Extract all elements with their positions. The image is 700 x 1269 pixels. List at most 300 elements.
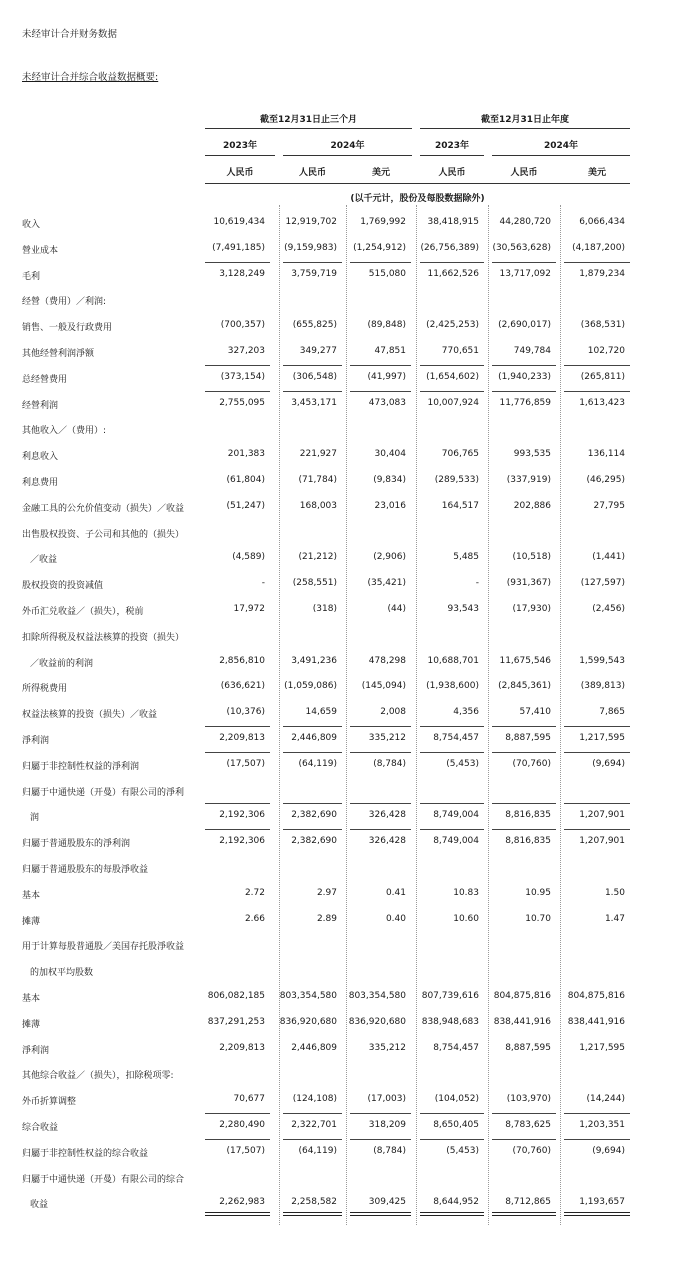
row-value-col5: 202,886 bbox=[513, 500, 551, 511]
row-value-col3: (9,834) bbox=[373, 475, 406, 485]
row-value-col2: 349,277 bbox=[299, 346, 337, 356]
row-value-col5: 8,887,595 bbox=[505, 1042, 551, 1053]
row-value-col4: 8,749,004 bbox=[433, 810, 479, 821]
header-full-year: 截至12月31日止年度 bbox=[480, 115, 570, 125]
header-three-months: 截至12月31日止三个月 bbox=[259, 115, 358, 125]
row-value-col3: 478,298 bbox=[368, 655, 406, 666]
subtotal-rule bbox=[205, 803, 270, 804]
row-label: 摊薄 bbox=[22, 1019, 41, 1030]
row-value-col4: (5,453) bbox=[446, 1145, 479, 1156]
row-value-col1: (700,357) bbox=[220, 320, 265, 331]
row-value-col3: (35,421) bbox=[367, 578, 406, 589]
subtotal-rule bbox=[492, 752, 556, 753]
row-value-col2: 12,919,702 bbox=[285, 217, 337, 227]
row-value-col3: (1,254,912) bbox=[353, 242, 406, 253]
row-value-col5: (337,919) bbox=[506, 475, 551, 485]
row-value-col5: 10.95 bbox=[525, 887, 551, 898]
row-value-col2: 2,446,809 bbox=[291, 1042, 337, 1053]
subtotal-rule bbox=[205, 829, 270, 830]
row-value-col6: 1,879,234 bbox=[579, 268, 625, 279]
row-value-col4: 8,644,952 bbox=[433, 1197, 479, 1208]
subtotal-rule bbox=[492, 1113, 556, 1114]
row-value-col4: 8,754,457 bbox=[433, 733, 479, 743]
row-label: 总经營费用 bbox=[22, 374, 68, 385]
row-value-col6: (368,531) bbox=[580, 320, 625, 331]
row-value-col3: 335,212 bbox=[368, 733, 406, 743]
table-row bbox=[0, 1165, 700, 1191]
header-currency-col4: 人民币 bbox=[438, 168, 466, 178]
subtotal-rule bbox=[420, 752, 484, 753]
subtotal-rule bbox=[350, 365, 411, 366]
row-value-col4: - bbox=[475, 578, 479, 589]
header-year-2024-fy: 2024年 bbox=[543, 141, 579, 151]
subtotal-rule bbox=[564, 1139, 630, 1140]
row-label: ／收益前的利润 bbox=[30, 658, 94, 669]
row-value-col6: 6,066,434 bbox=[579, 217, 625, 227]
row-value-col3: 326,428 bbox=[368, 836, 406, 847]
table-row bbox=[0, 932, 700, 958]
row-value-col6: (1,441) bbox=[592, 552, 625, 563]
row-value-col2: 2,258,582 bbox=[291, 1197, 337, 1208]
row-value-col6: (46,295) bbox=[586, 475, 625, 485]
row-value-col5: 838,441,916 bbox=[493, 1016, 551, 1027]
table-row bbox=[0, 365, 700, 391]
row-value-col6: (4,187,200) bbox=[572, 242, 625, 253]
row-label: 基本 bbox=[22, 890, 41, 901]
subtotal-rule bbox=[283, 365, 342, 366]
row-value-col5: (10,518) bbox=[512, 552, 551, 563]
row-value-col5: 8,887,595 bbox=[505, 733, 551, 743]
row-label: 归屬于普通股股东的淨利润 bbox=[22, 839, 131, 850]
row-value-col3: 309,425 bbox=[368, 1197, 406, 1208]
row-value-col4: 11,662,526 bbox=[427, 268, 479, 279]
row-value-col3: (8,784) bbox=[373, 758, 406, 769]
subtotal-rule bbox=[564, 365, 630, 366]
row-value-col2: 3,491,236 bbox=[291, 655, 337, 666]
row-value-col1: 2.66 bbox=[244, 913, 265, 924]
subtotal-rule bbox=[420, 262, 484, 263]
row-value-col2: 221,927 bbox=[299, 449, 337, 460]
row-value-col6: 1,207,901 bbox=[579, 810, 625, 821]
row-value-col5: (17,930) bbox=[512, 604, 551, 614]
row-value-col5: 11,776,859 bbox=[499, 397, 551, 408]
header-currency-col3: 美元 bbox=[371, 168, 390, 178]
header-year-2024-q4: 2024年 bbox=[330, 141, 365, 151]
subtotal-rule bbox=[564, 1113, 630, 1114]
row-value-col1: - bbox=[261, 578, 265, 589]
subtotal-rule bbox=[420, 365, 484, 366]
row-value-col4: (289,533) bbox=[434, 475, 479, 485]
table-row bbox=[0, 726, 700, 752]
row-value-col3: 515,080 bbox=[368, 268, 406, 279]
row-value-col4: 8,749,004 bbox=[433, 836, 479, 847]
row-value-col1: 2,192,306 bbox=[219, 836, 265, 847]
units-note: (以千元计，股份及每股数据除外) bbox=[350, 194, 485, 204]
row-value-col6: 27,795 bbox=[593, 500, 625, 511]
row-label: 營业成本 bbox=[22, 245, 59, 256]
table-row bbox=[0, 597, 700, 623]
total-double-rule bbox=[205, 1212, 270, 1216]
row-value-col6: 1.47 bbox=[604, 913, 625, 924]
row-value-col4: 838,948,683 bbox=[421, 1016, 479, 1027]
row-label: 扣除所得税及权益法核算的投资（损失） bbox=[22, 632, 185, 643]
row-value-col5: 57,410 bbox=[519, 707, 551, 718]
row-value-col1: 806,082,185 bbox=[207, 991, 265, 1001]
subtotal-rule bbox=[350, 726, 411, 727]
table-row bbox=[0, 1061, 700, 1087]
row-value-col1: (51,247) bbox=[226, 500, 265, 511]
row-value-col5: (2,690,017) bbox=[498, 320, 551, 331]
row-value-col5: (103,970) bbox=[506, 1094, 551, 1105]
row-value-col6: (389,813) bbox=[580, 681, 625, 692]
row-value-col3: 0.41 bbox=[385, 887, 406, 898]
table-row bbox=[0, 520, 700, 546]
row-value-col3: 47,851 bbox=[374, 346, 406, 356]
section-title: 未经审计合并综合收益数据概要: bbox=[22, 72, 159, 83]
subtotal-rule bbox=[283, 752, 342, 753]
row-value-col3: 1,769,992 bbox=[360, 217, 406, 227]
subtotal-rule bbox=[283, 262, 342, 263]
row-value-col3: 473,083 bbox=[368, 397, 406, 408]
row-value-col3: (41,997) bbox=[367, 371, 406, 382]
subtotal-rule bbox=[350, 391, 411, 392]
row-value-col5: 749,784 bbox=[513, 346, 551, 356]
row-value-col5: (30,563,628) bbox=[492, 242, 551, 253]
subtotal-rule bbox=[492, 1139, 556, 1140]
row-value-col2: 168,003 bbox=[299, 500, 337, 511]
row-label: 利息收入 bbox=[22, 452, 59, 463]
row-value-col4: (1,938,600) bbox=[426, 681, 479, 692]
row-label: 金融工具的公允价值变动（损失）／收益 bbox=[22, 503, 185, 514]
subtotal-rule bbox=[283, 391, 342, 392]
row-value-col4: (26,756,389) bbox=[420, 242, 479, 253]
row-value-col2: (318) bbox=[312, 604, 337, 614]
row-value-col3: 30,404 bbox=[374, 449, 406, 460]
row-value-col1: 2,209,813 bbox=[219, 733, 265, 743]
subtotal-rule bbox=[205, 365, 270, 366]
row-value-col4: 5,485 bbox=[453, 552, 479, 563]
table-row bbox=[0, 416, 700, 442]
row-value-col1: 2,280,490 bbox=[219, 1120, 265, 1130]
row-value-col1: (10,376) bbox=[226, 707, 265, 718]
total-double-rule bbox=[283, 1212, 342, 1216]
table-row bbox=[0, 210, 700, 236]
row-label: 摊薄 bbox=[22, 916, 41, 927]
row-value-col6: (2,456) bbox=[592, 604, 625, 614]
row-value-col3: (89,848) bbox=[367, 320, 406, 331]
header-currency-col1: 人民币 bbox=[226, 168, 254, 178]
table-row bbox=[0, 339, 700, 365]
row-label: 归屬于中通快递（开曼）有限公司的淨利 bbox=[22, 787, 185, 798]
header-full-year-rule bbox=[420, 128, 630, 129]
subtotal-rule bbox=[492, 365, 556, 366]
header-year-2023-fy: 2023年 bbox=[434, 141, 470, 151]
subtotal-rule bbox=[420, 391, 484, 392]
table-row bbox=[0, 1113, 700, 1139]
table-row bbox=[0, 984, 700, 1010]
row-value-col5: 44,280,720 bbox=[499, 217, 551, 227]
row-value-col3: 0.40 bbox=[385, 913, 406, 924]
document-title: 未经审计合并财务数据 bbox=[22, 29, 118, 40]
table-row bbox=[0, 907, 700, 933]
row-value-col6: (14,244) bbox=[586, 1094, 625, 1105]
subtotal-rule bbox=[205, 752, 270, 753]
row-value-col6: 1.50 bbox=[604, 887, 625, 898]
header-year-rule-1 bbox=[205, 155, 275, 156]
header-year-rule-4 bbox=[492, 155, 630, 156]
table-row bbox=[0, 700, 700, 726]
row-value-col1: 2.72 bbox=[244, 887, 265, 898]
row-value-col4: 8,754,457 bbox=[433, 1042, 479, 1053]
row-label: 其他经營利润淨额 bbox=[22, 349, 95, 359]
row-value-col2: (21,212) bbox=[298, 552, 337, 563]
table-row bbox=[0, 1190, 700, 1216]
row-value-col4: 770,651 bbox=[441, 346, 479, 356]
subtotal-rule bbox=[492, 829, 556, 830]
row-label: 淨利润 bbox=[22, 736, 50, 746]
table-row bbox=[0, 1036, 700, 1062]
row-value-col1: 327,203 bbox=[227, 346, 265, 356]
row-value-col3: 23,016 bbox=[374, 500, 406, 511]
subtotal-rule bbox=[350, 752, 411, 753]
header-currency-col6: 美元 bbox=[587, 168, 606, 178]
row-value-col2: 3,453,171 bbox=[291, 397, 337, 408]
row-label: 外币汇兑收益／（损失），税前 bbox=[22, 607, 144, 617]
row-value-col2: 2.97 bbox=[316, 887, 337, 898]
table-row bbox=[0, 752, 700, 778]
subtotal-rule bbox=[492, 726, 556, 727]
table-row bbox=[0, 1139, 700, 1165]
row-value-col1: (7,491,185) bbox=[212, 242, 265, 253]
row-value-col4: 10.83 bbox=[453, 887, 479, 898]
row-label: 股权投资的投资减值 bbox=[22, 581, 104, 592]
row-label: 权益法核算的投资（损失）／收益 bbox=[22, 710, 158, 721]
row-label: 归屬于非控制性权益的淨利润 bbox=[22, 761, 140, 772]
row-value-col3: 318,209 bbox=[368, 1120, 406, 1130]
subtotal-rule bbox=[205, 391, 270, 392]
subtotal-rule bbox=[420, 1113, 484, 1114]
table-row bbox=[0, 623, 700, 649]
row-value-col3: (2,906) bbox=[373, 552, 406, 563]
row-value-col2: (258,551) bbox=[292, 578, 337, 589]
row-value-col1: 70,677 bbox=[233, 1094, 265, 1105]
subtotal-rule bbox=[283, 803, 342, 804]
row-value-col5: (70,760) bbox=[512, 1145, 551, 1156]
row-value-col4: 93,543 bbox=[447, 604, 479, 614]
row-value-col1: 837,291,253 bbox=[207, 1016, 265, 1027]
row-value-col1: (17,507) bbox=[226, 758, 265, 769]
row-value-col1: 201,383 bbox=[227, 449, 265, 460]
row-value-col1: (4,589) bbox=[232, 552, 265, 563]
subtotal-rule bbox=[564, 726, 630, 727]
row-value-col4: 706,765 bbox=[441, 449, 479, 460]
header-currency-rule bbox=[205, 183, 630, 184]
table-row bbox=[0, 262, 700, 288]
row-value-col6: 1,193,657 bbox=[579, 1197, 625, 1208]
row-label: 毛利 bbox=[22, 271, 41, 282]
row-value-col4: 8,650,405 bbox=[433, 1120, 479, 1130]
row-value-col5: 993,535 bbox=[513, 449, 551, 460]
row-value-col5: 804,875,816 bbox=[493, 991, 551, 1001]
row-value-col6: (9,694) bbox=[592, 758, 625, 769]
row-value-col5: 8,816,835 bbox=[505, 836, 551, 847]
row-value-col1: 3,128,249 bbox=[219, 268, 265, 279]
row-value-col5: (1,940,233) bbox=[498, 371, 551, 382]
row-value-col5: 11,675,546 bbox=[499, 655, 551, 666]
row-value-col3: (8,784) bbox=[373, 1145, 406, 1156]
row-value-col1: 17,972 bbox=[233, 604, 265, 614]
subtotal-rule bbox=[492, 262, 556, 263]
row-label: 外币折算调整 bbox=[22, 1097, 77, 1108]
table-row bbox=[0, 778, 700, 804]
row-label: 收入 bbox=[22, 220, 41, 230]
row-value-col3: 803,354,580 bbox=[348, 991, 406, 1001]
subtotal-rule bbox=[420, 726, 484, 727]
row-value-col5: 13,717,092 bbox=[499, 268, 551, 279]
row-value-col2: 14,659 bbox=[305, 707, 337, 718]
row-value-col5: 8,712,865 bbox=[505, 1197, 551, 1208]
subtotal-rule bbox=[350, 829, 411, 830]
table-row bbox=[0, 855, 700, 881]
row-value-col1: (373,154) bbox=[220, 371, 265, 382]
subtotal-rule bbox=[350, 1113, 411, 1114]
row-label: 综合收益 bbox=[22, 1123, 59, 1133]
subtotal-rule bbox=[205, 1113, 270, 1114]
row-value-col3: 326,428 bbox=[368, 810, 406, 821]
subtotal-rule bbox=[564, 829, 630, 830]
table-row bbox=[0, 545, 700, 571]
header-year-rule-2 bbox=[283, 155, 412, 156]
subtotal-rule bbox=[564, 752, 630, 753]
total-double-rule bbox=[420, 1212, 484, 1216]
subtotal-rule bbox=[564, 391, 630, 392]
total-double-rule bbox=[492, 1212, 556, 1216]
table-row bbox=[0, 803, 700, 829]
header-year-2023-q4: 2023年 bbox=[222, 141, 258, 151]
row-value-col3: 836,920,680 bbox=[348, 1016, 406, 1027]
table-row bbox=[0, 571, 700, 597]
row-label: 其他综合收益／（损失），扣除税项零: bbox=[22, 1071, 174, 1082]
header-currency-col2: 人民币 bbox=[298, 168, 326, 178]
row-label: 其他收入／（费用）: bbox=[22, 426, 107, 437]
row-value-col2: 2,382,690 bbox=[291, 810, 337, 821]
row-value-col6: 804,875,816 bbox=[567, 991, 625, 1001]
row-value-col1: 2,262,983 bbox=[219, 1197, 265, 1208]
table-row bbox=[0, 391, 700, 417]
subtotal-rule bbox=[283, 726, 342, 727]
row-value-col5: (931,367) bbox=[506, 578, 551, 589]
row-value-col3: (17,003) bbox=[367, 1094, 406, 1105]
row-value-col4: (1,654,602) bbox=[426, 371, 479, 382]
table-row bbox=[0, 1010, 700, 1036]
row-value-col2: 2.89 bbox=[316, 913, 337, 924]
subtotal-rule bbox=[420, 829, 484, 830]
row-value-col4: 4,356 bbox=[453, 707, 479, 718]
table-row bbox=[0, 1087, 700, 1113]
row-value-col6: (265,811) bbox=[580, 371, 625, 382]
header-currency-col5: 人民币 bbox=[510, 168, 538, 178]
table-row bbox=[0, 829, 700, 855]
row-value-col5: 8,783,625 bbox=[505, 1120, 551, 1130]
row-label: 经營利润 bbox=[22, 400, 59, 411]
row-value-col6: 1,599,543 bbox=[579, 655, 625, 666]
row-value-col4: 10.60 bbox=[453, 913, 479, 924]
subtotal-rule bbox=[420, 1139, 484, 1140]
total-double-rule bbox=[564, 1212, 630, 1216]
row-value-col5: 8,816,835 bbox=[505, 810, 551, 821]
row-value-col2: (71,784) bbox=[298, 475, 337, 485]
table-row bbox=[0, 649, 700, 675]
row-label: 的加权平均股数 bbox=[30, 968, 94, 979]
row-value-col2: 3,759,719 bbox=[291, 268, 337, 279]
row-label: 利息费用 bbox=[22, 478, 59, 488]
row-label: 淨利润 bbox=[22, 1045, 50, 1056]
total-double-rule bbox=[350, 1212, 411, 1216]
subtotal-rule bbox=[350, 262, 411, 263]
row-value-col6: (9,694) bbox=[592, 1145, 625, 1156]
row-label: 出售股权投资、子公司和其他的（损失） bbox=[22, 529, 185, 540]
row-label: 归屬于非控制性权益的综合收益 bbox=[22, 1148, 149, 1159]
table-row bbox=[0, 313, 700, 339]
table-row bbox=[0, 442, 700, 468]
row-value-col5: (70,760) bbox=[512, 758, 551, 769]
table-row bbox=[0, 494, 700, 520]
row-value-col4: 10,688,701 bbox=[427, 655, 479, 666]
row-value-col2: (64,119) bbox=[298, 758, 337, 769]
row-value-col4: 38,418,915 bbox=[427, 217, 479, 227]
row-value-col2: (306,548) bbox=[292, 371, 337, 382]
row-label: 用于计算每股普通股／美国存托股淨收益 bbox=[22, 942, 185, 953]
row-value-col1: 2,755,095 bbox=[219, 397, 265, 408]
header-year-rule-3 bbox=[420, 155, 484, 156]
row-value-col2: (124,108) bbox=[292, 1094, 337, 1105]
row-value-col5: 10.70 bbox=[525, 913, 551, 924]
row-label: 基本 bbox=[22, 994, 41, 1004]
row-value-col6: 1,203,351 bbox=[579, 1120, 625, 1130]
row-value-col1: (61,804) bbox=[226, 475, 265, 485]
subtotal-rule bbox=[564, 262, 630, 263]
row-value-col2: 836,920,680 bbox=[279, 1016, 337, 1027]
row-value-col2: (655,825) bbox=[292, 320, 337, 331]
row-value-col2: 2,446,809 bbox=[291, 733, 337, 743]
subtotal-rule bbox=[205, 726, 270, 727]
header-three-months-rule bbox=[205, 128, 412, 129]
row-value-col4: 10,007,924 bbox=[427, 397, 479, 408]
row-label: ／收益 bbox=[30, 555, 58, 566]
row-value-col4: (2,425,253) bbox=[426, 320, 479, 331]
subtotal-rule bbox=[564, 803, 630, 804]
row-value-col1: 2,209,813 bbox=[219, 1042, 265, 1053]
row-label: 润 bbox=[30, 813, 40, 824]
row-value-col6: 7,865 bbox=[599, 707, 625, 718]
row-value-col3: (44) bbox=[387, 604, 406, 614]
table-row bbox=[0, 236, 700, 262]
row-label: 经營（费用）／利润: bbox=[22, 297, 107, 308]
row-value-col2: 2,382,690 bbox=[291, 836, 337, 847]
row-label: 销售、一般及行政费用 bbox=[22, 323, 113, 334]
subtotal-rule bbox=[420, 803, 484, 804]
row-value-col1: 2,856,810 bbox=[219, 655, 265, 666]
table-row bbox=[0, 674, 700, 700]
row-value-col4: (5,453) bbox=[446, 758, 479, 769]
row-label: 所得税费用 bbox=[22, 684, 68, 695]
row-value-col1: 2,192,306 bbox=[219, 810, 265, 821]
row-value-col6: (127,597) bbox=[580, 578, 625, 589]
row-value-col6: 102,720 bbox=[587, 346, 625, 356]
row-value-col2: (9,159,983) bbox=[284, 242, 337, 253]
subtotal-rule bbox=[492, 803, 556, 804]
row-value-col6: 838,441,916 bbox=[567, 1016, 625, 1027]
